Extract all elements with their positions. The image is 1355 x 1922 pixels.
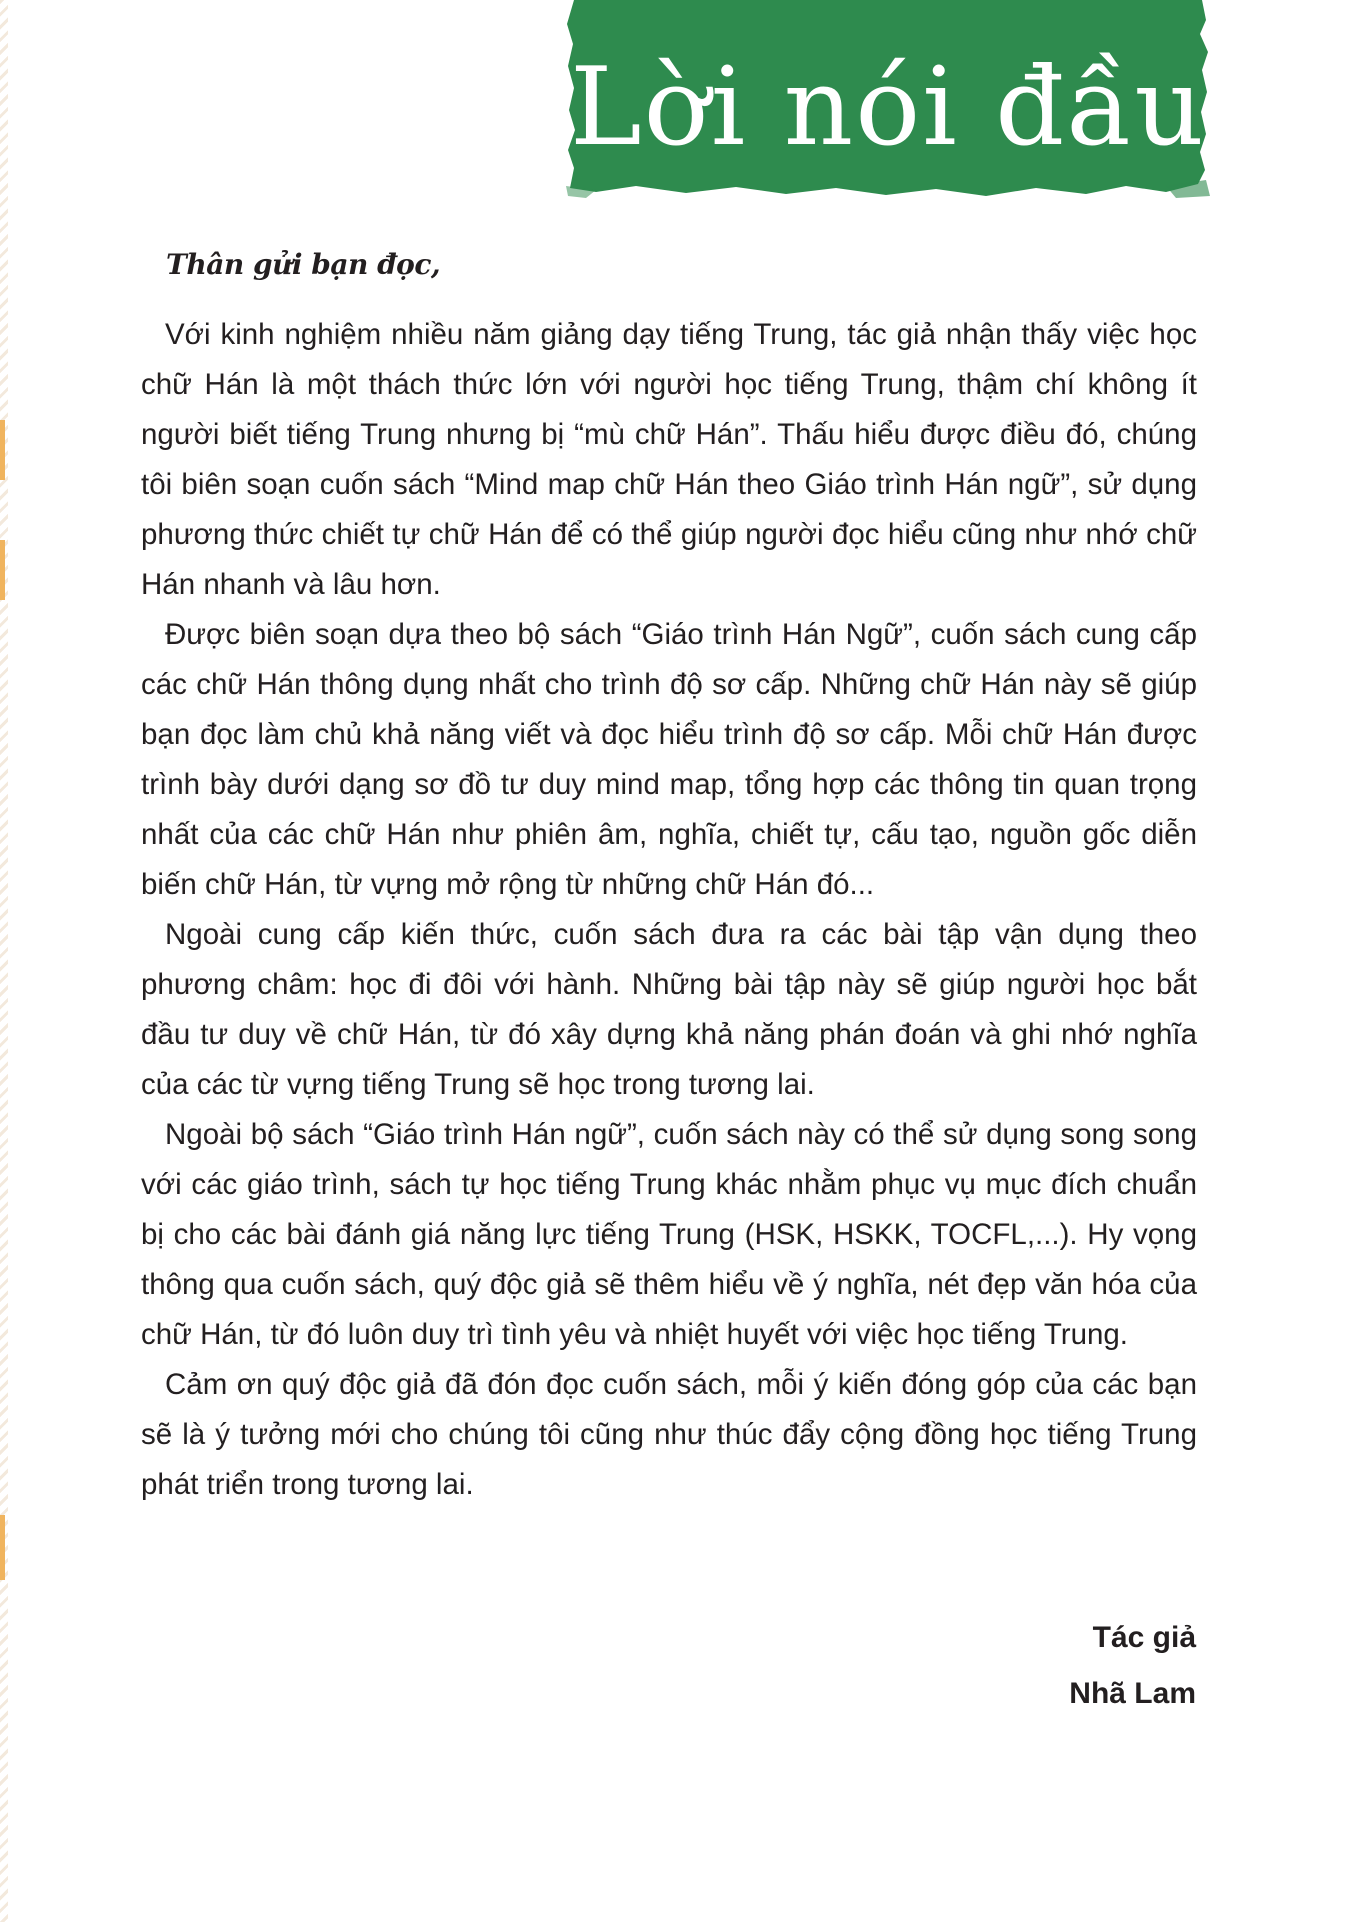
paragraph: Ngoài bộ sách “Giáo trình Hán ngữ”, cuốn sách này có thể sử dụng song song với các giáo trình, sách tự học tiếng Trung khác nhằm phục vụ mục đích chuẩn bị cho các bài đánh giá năng lực tiếng Trung (HSK, HSKK, TOCFL,...). Hy vọng thông qua cuốn sách, quý độc giả sẽ thêm hiểu về ý nghĩa, nét đẹp văn hóa của chữ Hán, từ đó luôn duy trì tình yêu và nhiệt huyết với việc học tiếng Trung. (141, 1118, 1197, 1351)
edge-decoration (0, 0, 8, 1922)
page-title: Lời nói đầu (570, 45, 1206, 170)
preface-body (141, 310, 1197, 1510)
title-banner (566, 0, 1210, 200)
author-role: Tác giả (1092, 1621, 1196, 1654)
paragraph: Cảm ơn quý độc giả đã đón đọc cuốn sách, mỗi ý kiến đóng góp của các bạn sẽ là ý tưởng mới cho chúng tôi cũng như thúc đẩy cộng đồng học tiếng Trung phát triển trong tương lai. (141, 1368, 1197, 1501)
paragraph: Được biên soạn dựa theo bộ sách “Giáo trình Hán Ngữ”, cuốn sách cung cấp các chữ Hán thông dụng nhất cho trình độ sơ cấp. Những chữ Hán này sẽ giúp bạn đọc làm chủ khả năng viết và đọc hiểu trình độ sơ cấp. Mỗi chữ Hán được trình bày dưới dạng sơ đồ tư duy mind map, tổng hợp các thông tin quan trọng nhất của các chữ Hán như phiên âm, nghĩa, chiết tự, cấu tạo, nguồn gốc diễn biến chữ Hán, từ vựng mở rộng từ những chữ Hán đó... (141, 618, 1197, 901)
greeting: Thân gửi bạn đọc, (166, 248, 441, 281)
edge-tab (0, 540, 5, 600)
paragraph: Với kinh nghiệm nhiều năm giảng dạy tiếng Trung, tác giả nhận thấy việc học chữ Hán là một thách thức lớn với người học tiếng Trung, thậm chí không ít người biết tiếng Trung nhưng bị “mù chữ Hán”. Thấu hiểu được điều đó, chúng tôi biên soạn cuốn sách “Mind map chữ Hán theo Giáo trình Hán ngữ”, sử dụng phương thức chiết tự chữ Hán để có thể giúp người đọc hiểu cũng như nhớ chữ Hán nhanh và lâu hơn. (141, 318, 1197, 601)
paragraph: Ngoài cung cấp kiến thức, cuốn sách đưa ra các bài tập vận dụng theo phương châm: học đi đôi với hành. Những bài tập này sẽ giúp người học bắt đầu tư duy về chữ Hán, từ đó xây dựng khả năng phán đoán và ghi nhớ nghĩa của các từ vựng tiếng Trung sẽ học trong tương lai. (141, 918, 1197, 1101)
signature-block (1069, 1610, 1196, 1722)
edge-tab (0, 420, 5, 480)
edge-tab (0, 1515, 5, 1580)
author-name: Nhã Lam (1069, 1677, 1196, 1710)
